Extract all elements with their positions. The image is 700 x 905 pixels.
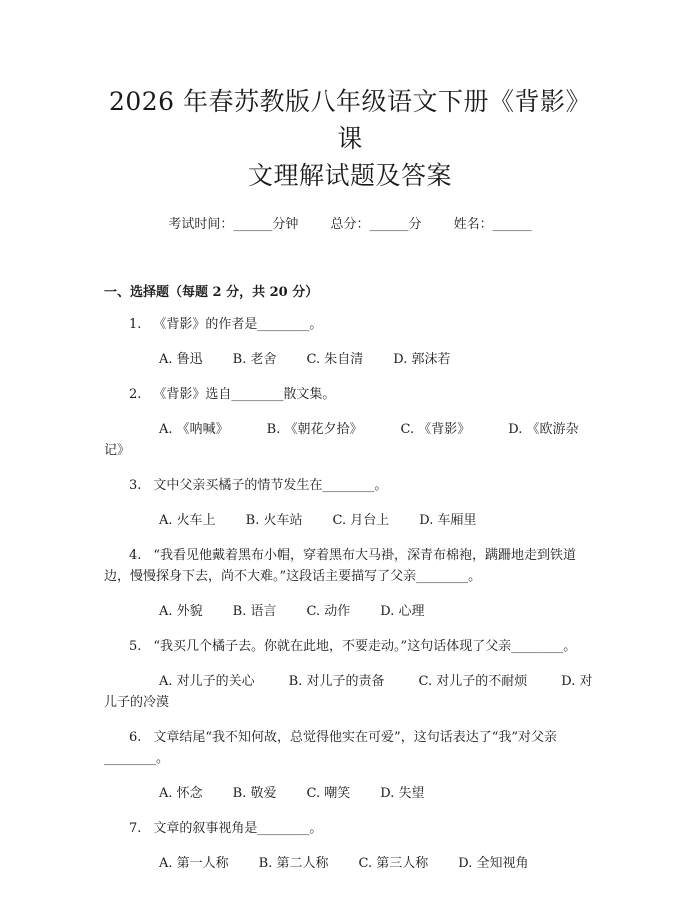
question-1: [104, 314, 596, 335]
question-number: 6.: [129, 730, 142, 745]
question-text: 文中父亲买橘子的情节发生在________。: [153, 478, 388, 493]
option-b: B. 第二人称: [258, 856, 329, 871]
option-a: A. 《呐喊》: [159, 422, 229, 437]
question-number: 3.: [129, 478, 142, 493]
title-line-1: 2026 年春苏教版八年级语文下册《背影》课: [108, 87, 592, 153]
title-line-2: 文理解试题及答案: [247, 161, 452, 190]
question-text: “我看见他戴着黑布小帽，穿着黑布大马褂，深青布棉袍，蹒跚地走到铁道边，慢慢探身下去，尚不大难。”这段话主要描写了父亲________。: [104, 548, 577, 584]
question-text: 《背影》选自________散文集。: [153, 387, 336, 402]
question-3-options: [104, 510, 596, 531]
question-text: “我买几个橘子去。你就在此地，不要走动。”这句话体现了父亲________。: [153, 639, 577, 654]
option-c: C. 嘲笑: [306, 786, 351, 801]
section-heading-choice: 一、选择题（每题 2 分，共 20 分）: [104, 285, 319, 300]
option-d: D. 失望: [380, 786, 425, 801]
option-c: C. 《背影》: [400, 422, 471, 437]
option-a: A. 火车上: [159, 513, 216, 528]
option-a: A. 怀念: [159, 786, 203, 801]
name-field: 姓名：______: [453, 217, 532, 232]
option-a: A. 第一人称: [159, 856, 229, 871]
question-5-options: [104, 671, 596, 713]
option-b: B. 火车站: [245, 513, 303, 528]
question-6-options: [104, 783, 596, 804]
option-d: D. 《欧游杂记》: [104, 422, 579, 458]
option-c: C. 第三人称: [358, 856, 429, 871]
question-7-options: [104, 853, 596, 874]
question-number: 7.: [129, 821, 142, 836]
option-d: D. 心理: [380, 604, 425, 619]
option-a: A. 鲁迅: [159, 352, 203, 367]
question-number: 1.: [129, 317, 142, 332]
question-text: 《背影》的作者是________。: [153, 317, 323, 332]
option-d: D. 郭沫若: [393, 352, 451, 367]
question-3: [104, 475, 596, 496]
question-4-options: [104, 601, 596, 622]
question-7: [104, 818, 596, 839]
option-a: A. 外貌: [159, 604, 203, 619]
option-d: D. 车厢里: [419, 513, 477, 528]
option-d: D. 全知视角: [458, 856, 529, 871]
option-b: B. 《朝花夕拾》: [266, 422, 363, 437]
option-b: B. 语言: [232, 604, 277, 619]
question-4: [104, 545, 596, 587]
question-1-options: [104, 349, 596, 370]
page-title: [104, 0, 596, 194]
exam-time-field: 考试时间：______分钟: [168, 217, 299, 232]
question-2: [104, 384, 596, 405]
option-c: C. 月台上: [332, 513, 390, 528]
option-b: B. 老舍: [232, 352, 277, 367]
total-score-field: 总分：______分: [330, 217, 422, 232]
question-6: [104, 727, 596, 769]
option-a: A. 对儿子的关心: [159, 674, 255, 689]
question-2-options: [104, 419, 596, 461]
question-text: 文章结尾“我不知何故，总觉得他实在可爱”，这句话表达了“我”对父亲________。: [104, 730, 557, 766]
option-c: C. 朱自清: [306, 352, 364, 367]
option-b: B. 敬爱: [232, 786, 277, 801]
option-d: D. 对儿子的冷漠: [104, 674, 593, 710]
question-number: 4.: [129, 548, 142, 563]
exam-meta: [104, 213, 596, 232]
option-c: C. 对儿子的不耐烦: [418, 674, 528, 689]
question-5: [104, 636, 596, 657]
question-number: 5.: [129, 639, 142, 654]
option-c: C. 动作: [306, 604, 351, 619]
option-b: B. 对儿子的责备: [288, 674, 385, 689]
question-text: 文章的叙事视角是________。: [153, 821, 323, 836]
question-number: 2.: [129, 387, 142, 402]
